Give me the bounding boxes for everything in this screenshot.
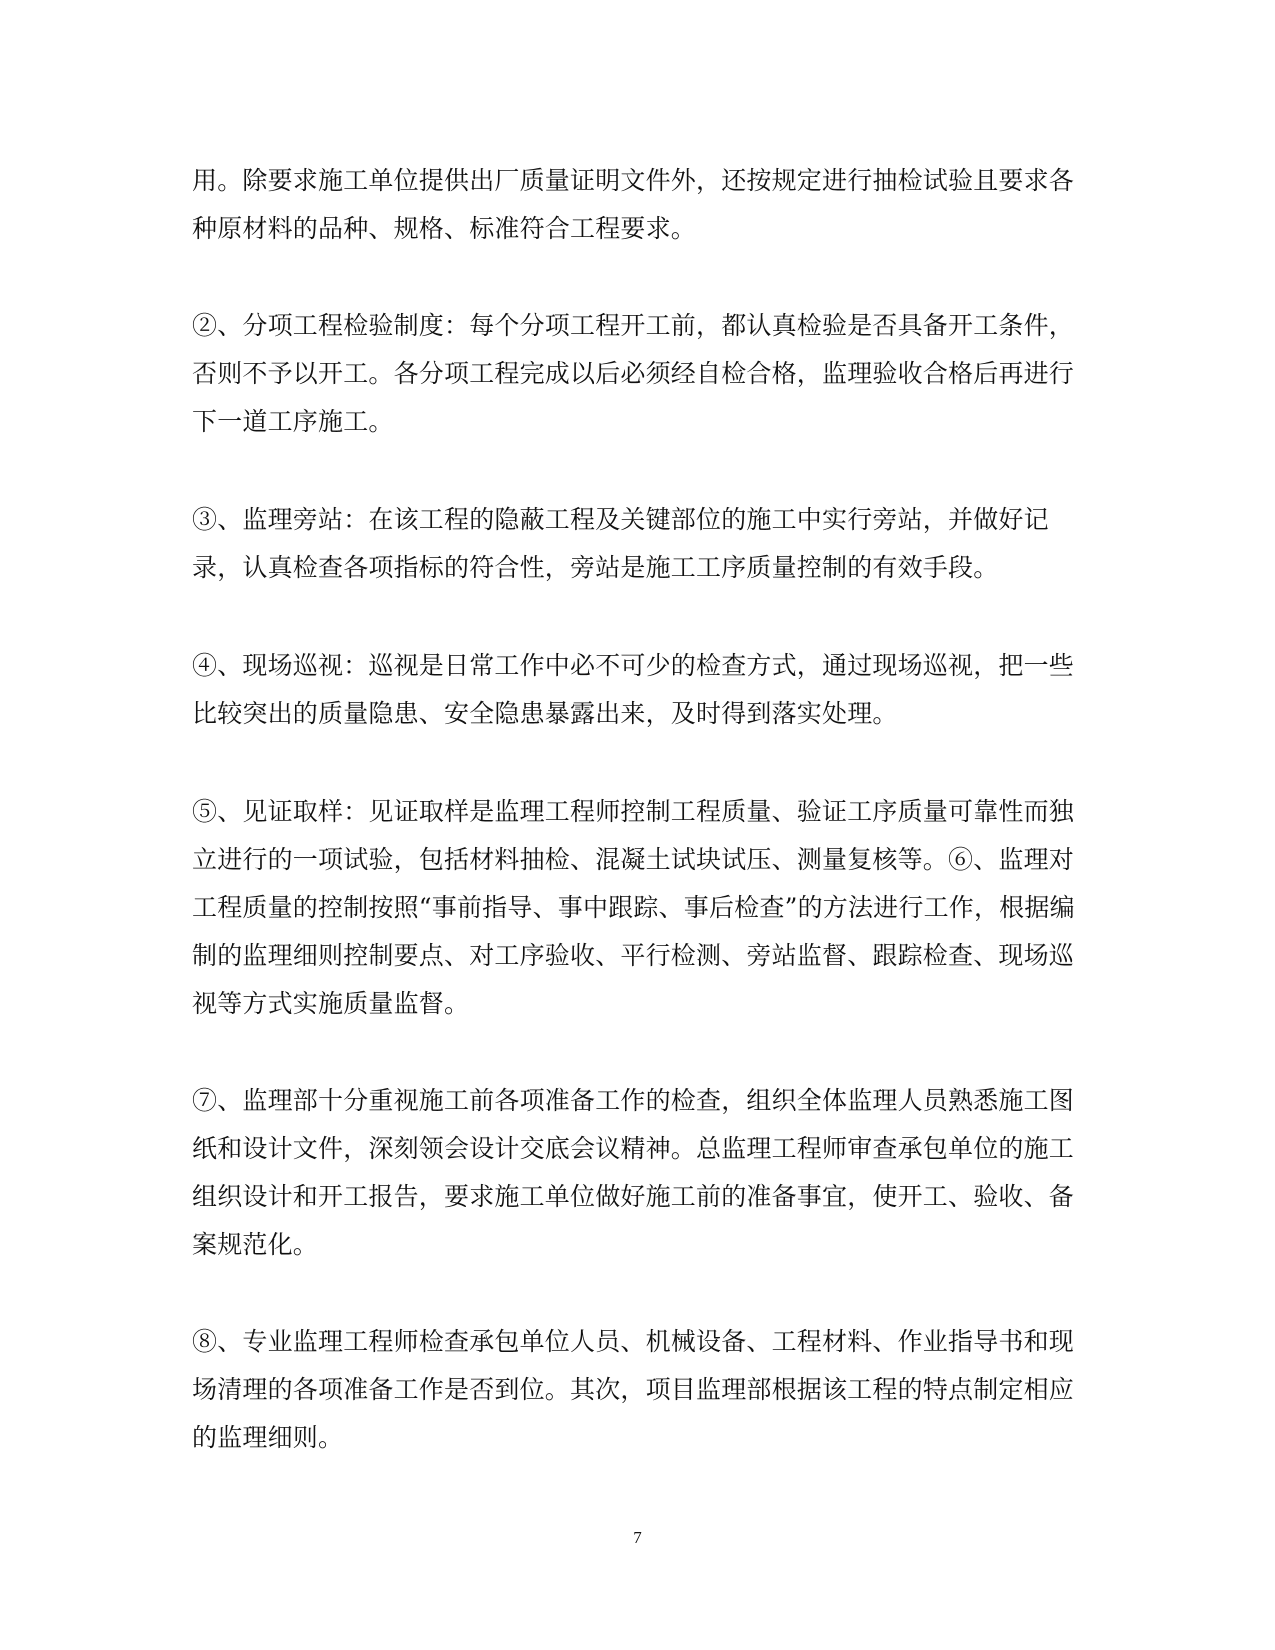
- page-number: 7: [633, 1528, 642, 1547]
- paragraph-witness-sampling-and-control: ⑤、见证取样：见证取样是监理工程师控制工程质量、验证工序质量可靠性而独立进行的一项试验，包括材料抽检、混凝土试块试压、测量复核等。⑥、监理对工程质量的控制按照“事前指导、事中跟踪、事后检查”的方法进行工作，根据编制的监理细则控制要点、对工序验收、平行检测、旁站监督、跟踪检查、现场巡视等方式实施质量监督。: [192, 797, 1075, 1018]
- paragraph-sub-item-inspection: ②、分项工程检验制度：每个分项工程开工前，都认真检验是否具备开工条件，否则不予以开工。各分项工程完成以后必须经自检合格，监理验收合格后再进行下一道工序施工。: [192, 311, 1075, 436]
- paragraph-material-inspection: 用。除要求施工单位提供出厂质量证明文件外，还按规定进行抽检试验且要求各种原材料的品种、规格、标准符合工程要求。: [192, 166, 1075, 243]
- paragraph-site-patrol: ④、现场巡视：巡视是日常工作中必不可少的检查方式，通过现场巡视，把一些比较突出的质量隐患、安全隐患暴露出来，及时得到落实处理。: [192, 651, 1075, 728]
- paragraph-supervision-standby: ③、监理旁站：在该工程的隐蔽工程及关键部位的施工中实行旁站，并做好记录，认真检查各项指标的符合性，旁站是施工工序质量控制的有效手段。: [192, 505, 1049, 582]
- paragraph-preparation-check: ⑦、监理部十分重视施工前各项准备工作的检查，组织全体监理人员熟悉施工图纸和设计文件，深刻领会设计交底会议精神。总监理工程师审查承包单位的施工组织设计和开工报告，要求施工单位做好施工前的准备事宜，使开工、验收、备案规范化。: [192, 1086, 1075, 1259]
- paragraph-engineer-check: ⑧、专业监理工程师检查承包单位人员、机械设备、工程材料、作业指导书和现场清理的各项准备工作是否到位。其次，项目监理部根据该工程的特点制定相应的监理细则。: [192, 1327, 1075, 1452]
